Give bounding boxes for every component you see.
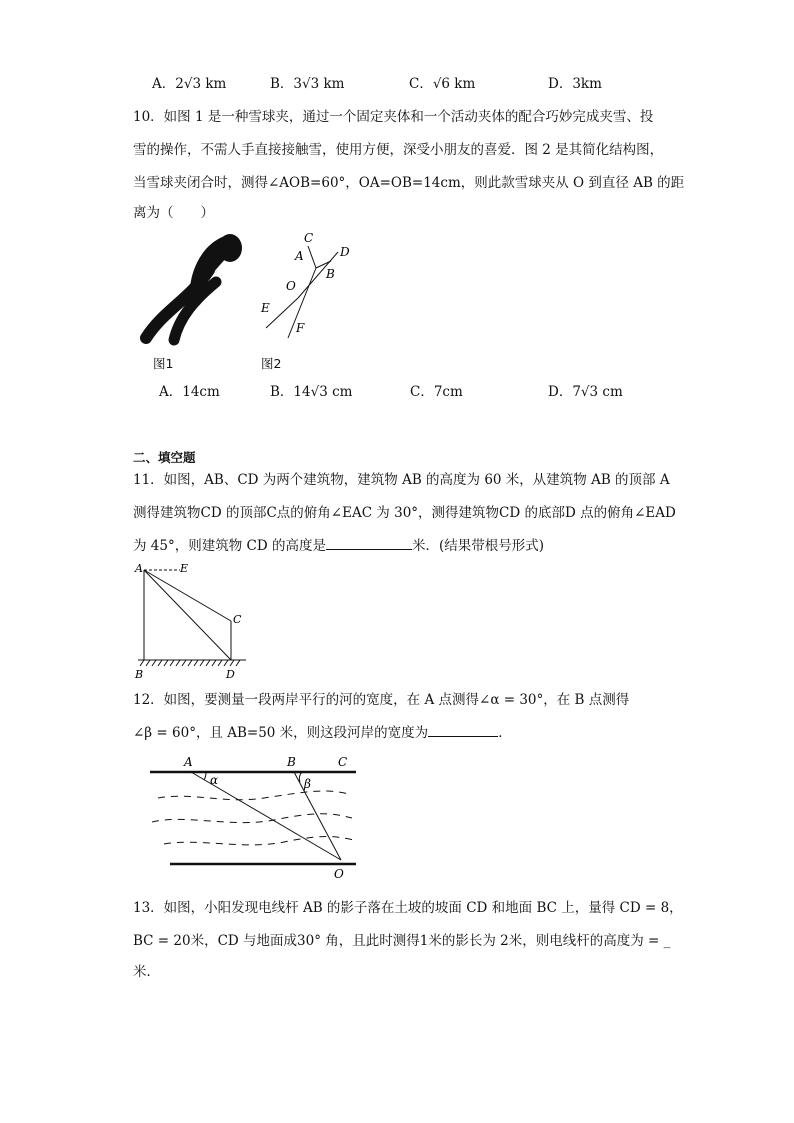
label-beta: β — [304, 777, 311, 791]
q9-option-b: B．3√3 km — [270, 76, 345, 92]
fig2-structure-diagram — [256, 228, 366, 348]
q11-answer-blank — [326, 535, 412, 550]
q10-option-a: A．14cm — [159, 384, 220, 400]
label-a: A — [184, 755, 193, 769]
section-title: 二、填空题 — [133, 450, 196, 465]
q10-line-2: 雪的操作，不需人手直接接触雪，使用方便，深受小朋友的喜爱．图 2 是其简化结构图， — [133, 142, 664, 158]
snowball-clip-image — [134, 230, 244, 348]
label-o: O — [334, 867, 344, 881]
q12-line-2 — [133, 722, 512, 743]
q10-option-b: B．14√3 cm — [270, 384, 353, 400]
label-b: B — [135, 668, 144, 680]
fig1-caption: 图1 — [153, 356, 174, 371]
label-o: O — [286, 279, 296, 293]
label-c: C — [338, 755, 348, 769]
q10-line-1: 10．如图 1 是一种雪球夹，通过一个固定夹体和一个活动夹体的配合巧妙完成夹雪、投 — [133, 109, 654, 125]
label-d: D — [226, 668, 235, 680]
label-f: F — [296, 321, 305, 335]
q9-option-c: C．√6 km — [409, 76, 476, 92]
q13-line-3: 米． — [133, 964, 160, 980]
q11-building-diagram — [134, 562, 252, 680]
q10-line-3: 当雪球夹闭合时，测得∠AOB=60°，OA=OB=14cm，则此款雪球夹从 O 到直径 AB 的距 — [133, 175, 685, 191]
q12-river-diagram — [144, 752, 366, 882]
q12-line-1: 12．如图，要测量一段两岸平行的河的宽度，在 A 点测得∠α = 30°，在 B 点测得 — [133, 692, 630, 708]
q12-answer-blank — [428, 722, 498, 737]
label-a: A — [295, 249, 304, 263]
label-alpha: α — [210, 773, 219, 787]
fig2-caption: 图2 — [261, 356, 282, 371]
q11-line-2: 测得建筑物CD 的顶部C点的俯角∠EAC 为 30°，测得建筑物CD 的底部D 点的俯角∠EAD — [133, 505, 676, 521]
q9-option-d: D．3km — [548, 76, 602, 92]
q11-line-1: 11．如图，AB、CD 为两个建筑物，建筑物 AB 的高度为 60 米，从建筑物 AB 的顶部 A — [133, 472, 670, 488]
q10-option-c: C．7cm — [410, 384, 463, 400]
q11-line-3-post: 米．(结果带根号形式) — [411, 538, 545, 554]
label-b: B — [326, 267, 335, 281]
label-e: E — [261, 301, 270, 315]
label-c: C — [233, 613, 242, 626]
q11-line-3 — [133, 535, 544, 556]
q10-line-4: 离为（ ） — [133, 205, 214, 221]
q11-line-3-pre: 为 45°，则建筑物 CD 的高度是 — [133, 538, 326, 554]
q13-line-1: 13．如图，小阳发现电线杆 AB 的影子落在土坡的坡面 CD 和地面 BC 上，量得 CD = 8， — [133, 900, 683, 916]
label-b: B — [287, 755, 296, 769]
label-a: A — [135, 562, 143, 575]
label-d: D — [340, 245, 350, 259]
q13-line-2: BC = 20米，CD 与地面成30° 角，且此时测得1米的影长为 2米，则电线杆的高度为 = _ — [133, 933, 671, 949]
q12-line-2-pre: ∠β = 60°，且 AB=50 米，则这段河岸的宽度为 — [133, 725, 429, 741]
q12-line-2-post: ． — [498, 725, 512, 741]
label-c: C — [304, 231, 314, 245]
q10-option-d: D．7√3 cm — [548, 384, 623, 400]
q9-option-a: A．2√3 km — [152, 76, 227, 92]
label-e: E — [180, 562, 189, 575]
